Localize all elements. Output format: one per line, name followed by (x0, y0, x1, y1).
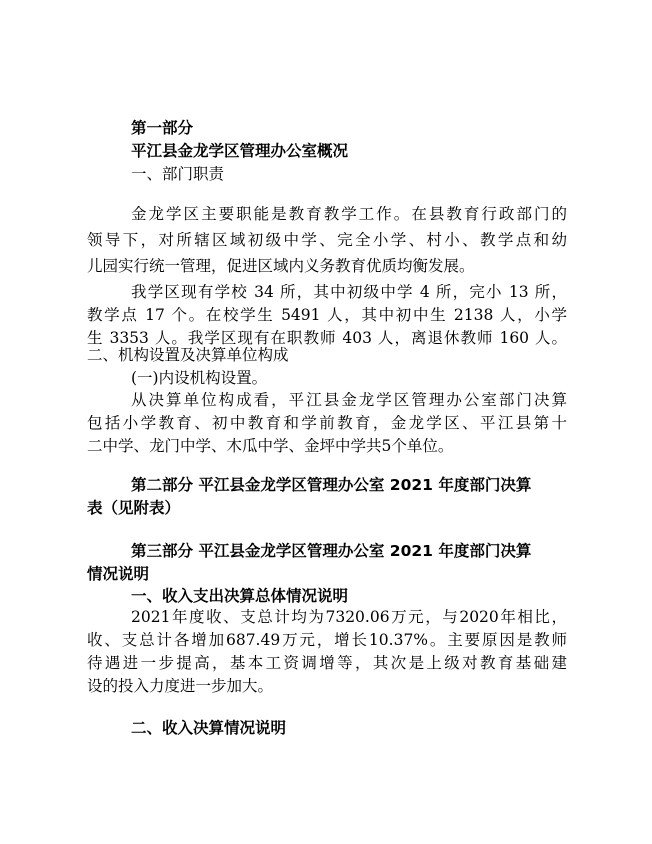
part1-title: 平江县金龙学区管理办公室概况 (131, 142, 349, 160)
summary-line-3: 待遇进一步提高，基本工资调增等，其次是上级对教育基础建 (87, 654, 567, 672)
duties-line-2: 领导下，对所辖区域初级中学、完全小学、村小、教学点和幼 (87, 231, 567, 249)
schools-line-1: 我学区现有学校 34 所，其中初级中学 4 所，完小 13 所， (131, 283, 567, 301)
part3-section2-heading: 二、收入决算情况说明 (131, 719, 287, 737)
part1-heading: 第一部分 (131, 119, 194, 137)
duties-line-3: 儿园实行统一管理，促进区域内义务教育优质均衡发展。 (87, 257, 475, 275)
summary-line-1: 2021年度收、支总计均为7320.06万元，与2020年相比， (131, 608, 567, 626)
part3-section1-heading: 一、收入支出决算总体情况说明 (131, 587, 349, 605)
part3-title-line-2: 情况说明 (87, 565, 150, 583)
part2-title-line-2: 表（见附表） (87, 499, 181, 517)
schools-line-3: 生 3353 人。我学区现有在职教师 403 人，离退休教师 160 人。 (87, 329, 567, 347)
part1-section2-heading: 二、机构设置及决算单位构成 (87, 346, 289, 364)
units-line-3: 二中学、龙门中学、木瓜中学、金坪中学共5个单位。 (87, 437, 454, 455)
part1-section1-heading: 一、部门职责 (131, 165, 225, 183)
schools-line-2: 教学点 17 个。在校学生 5491 人，其中初中生 2138 人，小学 (87, 306, 567, 324)
part1-subsection-heading: (一)内设机构设置。 (131, 369, 268, 387)
summary-line-2: 收、支总计各增加687.49万元，增长10.37%。主要原因是教师 (87, 631, 567, 649)
part3-title-line-1: 第三部分 平江县金龙学区管理办公室 2021 年度部门决算 (131, 542, 532, 560)
units-line-1: 从决算单位构成看，平江县金龙学区管理办公室部门决算 (131, 391, 567, 409)
summary-line-4: 设的投入力度进一步加大。 (87, 677, 274, 695)
part2-title-line-1: 第二部分 平江县金龙学区管理办公室 2021 年度部门决算 (131, 476, 532, 494)
duties-line-1: 金龙学区主要职能是教育教学工作。在县教育行政部门的 (131, 205, 567, 223)
units-line-2: 包括小学教育、初中教育和学前教育，金龙学区、平江县第十 (87, 414, 567, 432)
